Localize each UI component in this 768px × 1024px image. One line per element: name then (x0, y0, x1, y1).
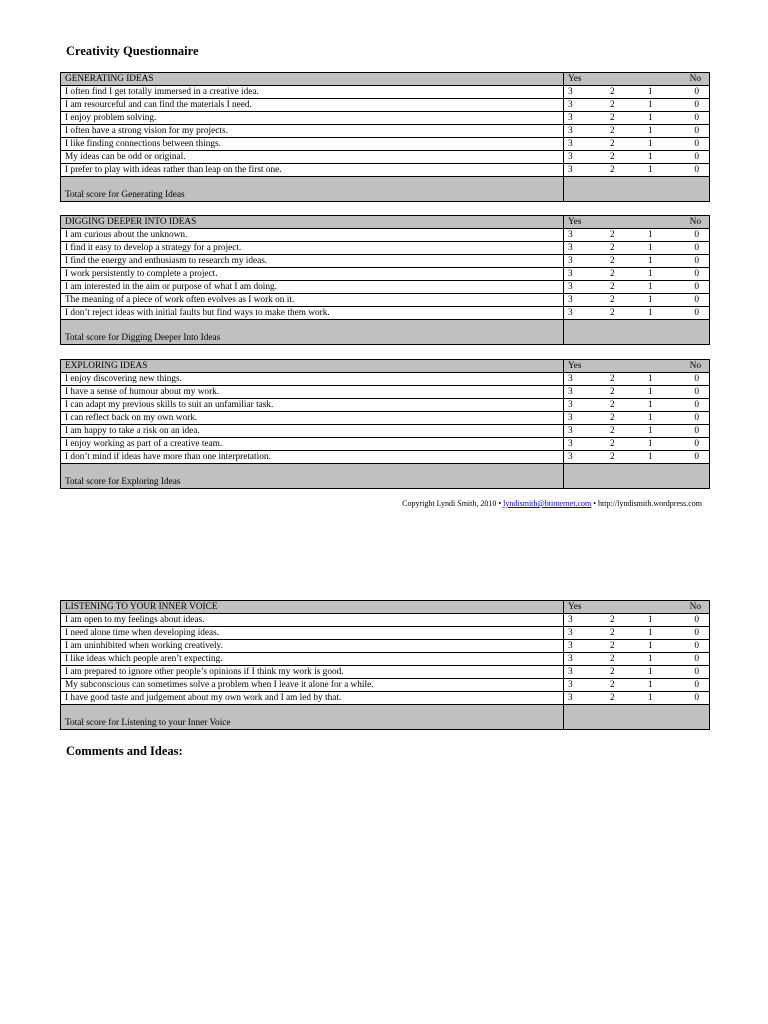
statement-text: I have a sense of humour about my work. (61, 386, 564, 399)
yes-label: Yes (568, 361, 582, 371)
score-1[interactable]: 1 (648, 243, 653, 253)
score-1[interactable]: 1 (648, 126, 653, 136)
statement-text: I enjoy discovering new things. (61, 373, 564, 386)
score-1[interactable]: 1 (648, 387, 653, 397)
statement-text: I often find I get totally immersed in a creative idea. (61, 86, 564, 99)
statement-text: I don’t mind if ideas have more than one interpretation. (61, 451, 564, 464)
table-row (61, 281, 710, 294)
no-label: No (689, 602, 701, 612)
score-3[interactable]: 3 (568, 400, 573, 410)
score-1[interactable]: 1 (648, 693, 653, 703)
score-scale (564, 164, 710, 177)
table-row (61, 399, 710, 412)
score-2[interactable]: 2 (610, 439, 615, 449)
score-2[interactable]: 2 (610, 100, 615, 110)
score-options (568, 255, 705, 267)
yes-no-labels (568, 216, 705, 228)
score-1[interactable]: 1 (648, 654, 653, 664)
score-3[interactable]: 3 (568, 269, 573, 279)
score-2[interactable]: 2 (610, 654, 615, 664)
total-row (61, 705, 710, 730)
score-1[interactable]: 1 (648, 641, 653, 651)
table-row (61, 653, 710, 666)
table-row (61, 373, 710, 386)
yes-no-labels (568, 601, 705, 613)
score-3[interactable]: 3 (568, 256, 573, 266)
score-2[interactable]: 2 (610, 243, 615, 253)
total-label: Total score for Exploring Ideas (61, 464, 564, 489)
score-2[interactable]: 2 (610, 680, 615, 690)
total-row (61, 177, 710, 202)
table-row (61, 255, 710, 268)
section-table-inner-voice (60, 600, 710, 730)
score-3[interactable]: 3 (568, 100, 573, 110)
score-3[interactable]: 3 (568, 387, 573, 397)
score-3[interactable]: 3 (568, 667, 573, 677)
score-options (568, 294, 705, 306)
score-2[interactable]: 2 (610, 628, 615, 638)
score-2[interactable]: 2 (610, 256, 615, 266)
score-1[interactable]: 1 (648, 139, 653, 149)
score-1[interactable]: 1 (648, 426, 653, 436)
score-3[interactable]: 3 (568, 680, 573, 690)
section-table-generating-ideas (60, 72, 710, 202)
score-0[interactable]: 0 (694, 387, 699, 397)
score-scale (564, 412, 710, 425)
score-3[interactable]: 3 (568, 426, 573, 436)
total-label: Total score for Listening to your Inner Voice (61, 705, 564, 730)
score-3[interactable]: 3 (568, 113, 573, 123)
section-heading: GENERATING IDEAS (61, 73, 564, 86)
score-scale (564, 399, 710, 412)
score-0[interactable]: 0 (694, 152, 699, 162)
score-1[interactable]: 1 (648, 87, 653, 97)
score-scale (564, 614, 710, 627)
total-label: Total score for Generating Ideas (61, 177, 564, 202)
score-options (568, 679, 705, 691)
table-row (61, 386, 710, 399)
score-scale (564, 242, 710, 255)
score-1[interactable]: 1 (648, 295, 653, 305)
score-0[interactable]: 0 (694, 126, 699, 136)
section-header-row (61, 216, 710, 229)
score-scale (564, 307, 710, 320)
score-2[interactable]: 2 (610, 295, 615, 305)
score-options (568, 666, 705, 678)
score-scale (564, 640, 710, 653)
score-3[interactable]: 3 (568, 282, 573, 292)
scale-header (564, 360, 710, 373)
score-scale (564, 386, 710, 399)
table-row (61, 438, 710, 451)
score-0[interactable]: 0 (694, 615, 699, 625)
score-scale (564, 138, 710, 151)
statement-text: I need alone time when developing ideas. (61, 627, 564, 640)
table-row (61, 412, 710, 425)
score-options (568, 99, 705, 111)
score-options (568, 86, 705, 98)
score-3[interactable]: 3 (568, 295, 573, 305)
score-2[interactable]: 2 (610, 667, 615, 677)
score-1[interactable]: 1 (648, 282, 653, 292)
score-1[interactable]: 1 (648, 374, 653, 384)
table-row (61, 614, 710, 627)
score-0[interactable]: 0 (694, 693, 699, 703)
score-options (568, 151, 705, 163)
section-heading: DIGGING DEEPER INTO IDEAS (61, 216, 564, 229)
yes-label: Yes (568, 74, 582, 84)
score-scale (564, 438, 710, 451)
score-scale (564, 112, 710, 125)
score-3[interactable]: 3 (568, 126, 573, 136)
statement-text: I can reflect back on my own work. (61, 412, 564, 425)
statement-text: I can adapt my previous skills to suit an unfamiliar task. (61, 399, 564, 412)
table-row (61, 125, 710, 138)
score-scale (564, 151, 710, 164)
section-heading: EXPLORING IDEAS (61, 360, 564, 373)
score-1[interactable]: 1 (648, 100, 653, 110)
copyright-email-link[interactable]: lyndismith@btinternet.com (503, 499, 592, 508)
score-scale (564, 627, 710, 640)
score-0[interactable]: 0 (694, 400, 699, 410)
score-0[interactable]: 0 (694, 230, 699, 240)
statement-text: My subconscious can sometimes solve a problem when I leave it alone for a while. (61, 679, 564, 692)
score-3[interactable]: 3 (568, 308, 573, 318)
score-2[interactable]: 2 (610, 452, 615, 462)
section-header-row (61, 360, 710, 373)
score-0[interactable]: 0 (694, 282, 699, 292)
copyright-line (60, 499, 702, 508)
total-score-cell[interactable] (564, 177, 710, 202)
score-0[interactable]: 0 (694, 374, 699, 384)
score-3[interactable]: 3 (568, 87, 573, 97)
statement-text: I prefer to play with ideas rather than leap on the first one. (61, 164, 564, 177)
table-row (61, 229, 710, 242)
score-2[interactable]: 2 (610, 413, 615, 423)
table-row (61, 86, 710, 99)
table-row (61, 151, 710, 164)
total-score-cell[interactable] (564, 464, 710, 489)
statement-text: I am prepared to ignore other people’s opinions if I think my work is good. (61, 666, 564, 679)
score-3[interactable]: 3 (568, 452, 573, 462)
score-0[interactable]: 0 (694, 439, 699, 449)
score-scale (564, 679, 710, 692)
score-0[interactable]: 0 (694, 413, 699, 423)
score-options (568, 653, 705, 665)
score-options (568, 425, 705, 437)
score-2[interactable]: 2 (610, 426, 615, 436)
table-row (61, 679, 710, 692)
statement-text: I like finding connections between things. (61, 138, 564, 151)
total-row (61, 464, 710, 489)
score-0[interactable]: 0 (694, 269, 699, 279)
score-scale (564, 268, 710, 281)
table-row (61, 294, 710, 307)
score-2[interactable]: 2 (610, 126, 615, 136)
score-scale (564, 451, 710, 464)
score-scale (564, 281, 710, 294)
score-options (568, 112, 705, 124)
score-scale (564, 255, 710, 268)
score-scale (564, 425, 710, 438)
statement-text: I am interested in the aim or purpose of what I am doing. (61, 281, 564, 294)
score-0[interactable]: 0 (694, 139, 699, 149)
score-options (568, 438, 705, 450)
score-3[interactable]: 3 (568, 413, 573, 423)
score-1[interactable]: 1 (648, 256, 653, 266)
score-3[interactable]: 3 (568, 615, 573, 625)
score-1[interactable]: 1 (648, 439, 653, 449)
score-2[interactable]: 2 (610, 400, 615, 410)
score-scale (564, 86, 710, 99)
statement-text: I am curious about the unknown. (61, 229, 564, 242)
table-row (61, 307, 710, 320)
score-1[interactable]: 1 (648, 165, 653, 175)
comments-heading: Comments and Ideas: (66, 744, 183, 758)
score-options (568, 125, 705, 137)
table-row (61, 164, 710, 177)
score-0[interactable]: 0 (694, 295, 699, 305)
score-1[interactable]: 1 (648, 152, 653, 162)
score-0[interactable]: 0 (694, 256, 699, 266)
score-3[interactable]: 3 (568, 628, 573, 638)
score-2[interactable]: 2 (610, 139, 615, 149)
table-row (61, 640, 710, 653)
score-1[interactable]: 1 (648, 230, 653, 240)
section-table-exploring-ideas (60, 359, 710, 489)
score-1[interactable]: 1 (648, 308, 653, 318)
score-0[interactable]: 0 (694, 654, 699, 664)
score-2[interactable]: 2 (610, 308, 615, 318)
score-scale (564, 99, 710, 112)
statement-text: I am open to my feelings about ideas. (61, 614, 564, 627)
score-3[interactable]: 3 (568, 439, 573, 449)
score-3[interactable]: 3 (568, 230, 573, 240)
yes-no-labels (568, 360, 705, 372)
score-options (568, 268, 705, 280)
score-2[interactable]: 2 (610, 693, 615, 703)
score-1[interactable]: 1 (648, 452, 653, 462)
score-options (568, 640, 705, 652)
total-row (61, 320, 710, 345)
statement-text: My ideas can be odd or original. (61, 151, 564, 164)
statement-text: I work persistently to complete a project. (61, 268, 564, 281)
score-0[interactable]: 0 (694, 452, 699, 462)
score-0[interactable]: 0 (694, 628, 699, 638)
statement-text: I enjoy problem solving. (61, 112, 564, 125)
score-1[interactable]: 1 (648, 413, 653, 423)
score-options (568, 692, 705, 704)
page-title: Creativity Questionnaire (66, 44, 199, 58)
score-scale (564, 125, 710, 138)
statement-text: I find it easy to develop a strategy for a project. (61, 242, 564, 255)
table-row (61, 242, 710, 255)
score-1[interactable]: 1 (648, 269, 653, 279)
score-0[interactable]: 0 (694, 641, 699, 651)
score-scale (564, 294, 710, 307)
score-1[interactable]: 1 (648, 400, 653, 410)
score-options (568, 627, 705, 639)
score-1[interactable]: 1 (648, 615, 653, 625)
score-3[interactable]: 3 (568, 243, 573, 253)
score-0[interactable]: 0 (694, 165, 699, 175)
table-row (61, 425, 710, 438)
score-3[interactable]: 3 (568, 693, 573, 703)
score-options (568, 242, 705, 254)
score-options (568, 614, 705, 626)
score-3[interactable]: 3 (568, 374, 573, 384)
score-0[interactable]: 0 (694, 308, 699, 318)
copyright-suffix: • http://lyndismith.wordpress.com (593, 499, 702, 508)
statement-text: I find the energy and enthusiasm to research my ideas. (61, 255, 564, 268)
score-0[interactable]: 0 (694, 680, 699, 690)
score-options (568, 229, 705, 241)
score-scale (564, 653, 710, 666)
scale-header (564, 216, 710, 229)
score-scale (564, 666, 710, 679)
score-2[interactable]: 2 (610, 374, 615, 384)
no-label: No (689, 361, 701, 371)
table-row (61, 138, 710, 151)
table-row (61, 112, 710, 125)
score-3[interactable]: 3 (568, 152, 573, 162)
score-1[interactable]: 1 (648, 680, 653, 690)
score-options (568, 164, 705, 176)
score-0[interactable]: 0 (694, 243, 699, 253)
score-scale (564, 692, 710, 705)
score-3[interactable]: 3 (568, 139, 573, 149)
score-2[interactable]: 2 (610, 87, 615, 97)
no-label: No (689, 74, 701, 84)
statement-text: I am resourceful and can find the materials I need. (61, 99, 564, 112)
score-2[interactable]: 2 (610, 269, 615, 279)
statement-text: I like ideas which people aren’t expecting. (61, 653, 564, 666)
score-options (568, 373, 705, 385)
score-0[interactable]: 0 (694, 100, 699, 110)
statement-text: I don’t reject ideas with initial faults but find ways to make them work. (61, 307, 564, 320)
score-1[interactable]: 1 (648, 113, 653, 123)
score-options (568, 451, 705, 463)
table-row (61, 627, 710, 640)
scale-header (564, 73, 710, 86)
score-options (568, 399, 705, 411)
yes-label: Yes (568, 602, 582, 612)
scale-header (564, 601, 710, 614)
score-2[interactable]: 2 (610, 152, 615, 162)
statement-text: I enjoy working as part of a creative team. (61, 438, 564, 451)
total-score-cell[interactable] (564, 320, 710, 345)
score-0[interactable]: 0 (694, 113, 699, 123)
score-1[interactable]: 1 (648, 667, 653, 677)
score-options (568, 281, 705, 293)
score-3[interactable]: 3 (568, 165, 573, 175)
yes-label: Yes (568, 217, 582, 227)
copyright-prefix: Copyright Lyndi Smith, 2010 • (402, 499, 502, 508)
total-label: Total score for Digging Deeper Into Ideas (61, 320, 564, 345)
no-label: No (689, 217, 701, 227)
score-3[interactable]: 3 (568, 654, 573, 664)
score-options (568, 138, 705, 150)
score-2[interactable]: 2 (610, 113, 615, 123)
statement-text: The meaning of a piece of work often evolves as I work on it. (61, 294, 564, 307)
table-row (61, 666, 710, 679)
statement-text: I am happy to take a risk on an idea. (61, 425, 564, 438)
score-2[interactable]: 2 (610, 230, 615, 240)
score-scale (564, 373, 710, 386)
score-1[interactable]: 1 (648, 628, 653, 638)
section-header-row (61, 601, 710, 614)
total-score-cell[interactable] (564, 705, 710, 730)
yes-no-labels (568, 73, 705, 85)
section-table-digging-deeper (60, 215, 710, 345)
score-2[interactable]: 2 (610, 165, 615, 175)
statement-text: I often have a strong vision for my projects. (61, 125, 564, 138)
score-options (568, 307, 705, 319)
score-0[interactable]: 0 (694, 87, 699, 97)
section-heading: LISTENING TO YOUR INNER VOICE (61, 601, 564, 614)
statement-text: I have good taste and judgement about my own work and I am led by that. (61, 692, 564, 705)
score-2[interactable]: 2 (610, 615, 615, 625)
statement-text: I am uninhibited when working creatively. (61, 640, 564, 653)
table-row (61, 268, 710, 281)
score-2[interactable]: 2 (610, 387, 615, 397)
score-0[interactable]: 0 (694, 426, 699, 436)
score-2[interactable]: 2 (610, 641, 615, 651)
score-0[interactable]: 0 (694, 667, 699, 677)
score-2[interactable]: 2 (610, 282, 615, 292)
table-row (61, 692, 710, 705)
score-scale (564, 229, 710, 242)
score-3[interactable]: 3 (568, 641, 573, 651)
table-row (61, 99, 710, 112)
table-row (61, 451, 710, 464)
score-options (568, 412, 705, 424)
score-options (568, 386, 705, 398)
section-header-row (61, 73, 710, 86)
